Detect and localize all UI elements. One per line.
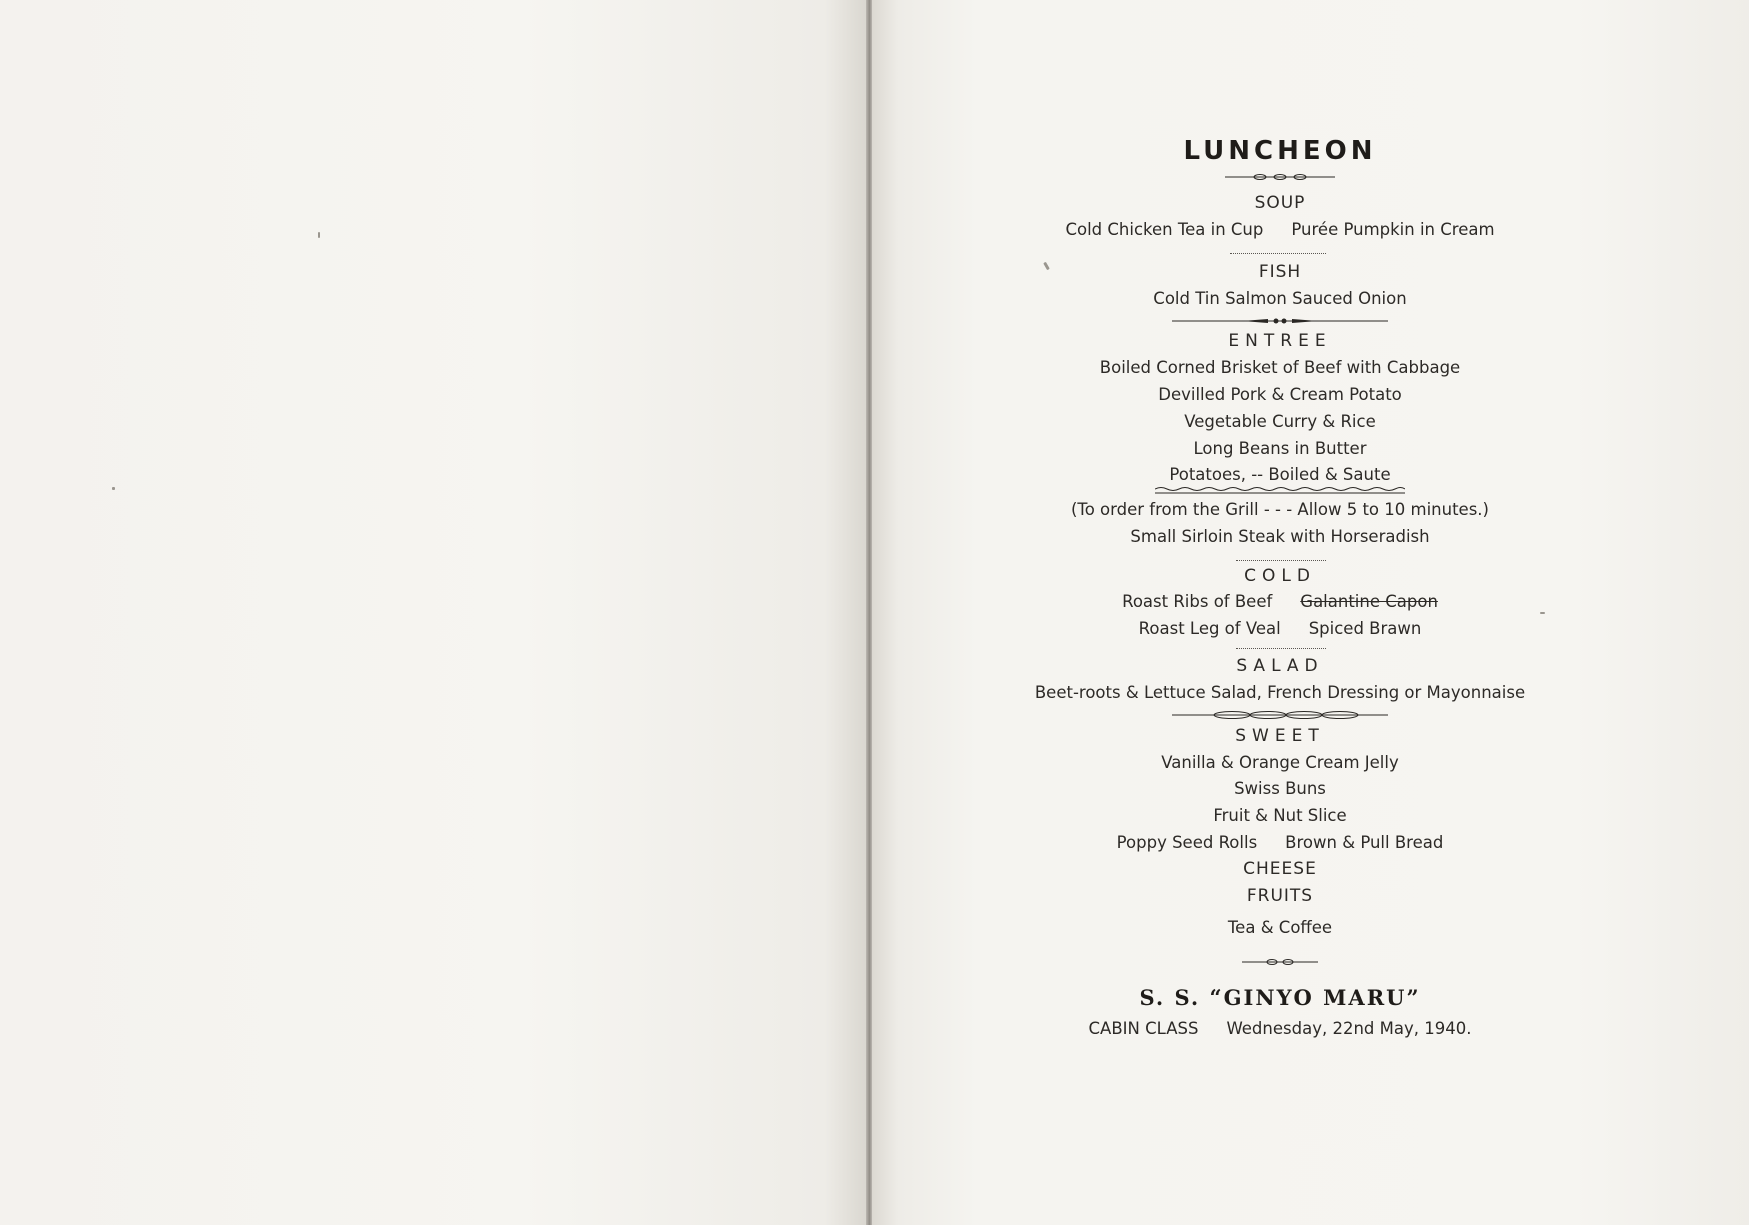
soup-item: Purée Pumpkin in Cream xyxy=(1291,220,1495,239)
dotted-divider xyxy=(1236,648,1326,649)
paper-speck xyxy=(318,232,320,238)
cold-row xyxy=(1000,619,1560,638)
ship-name: S. S. “GINYO MARU” xyxy=(1139,985,1421,1010)
bread-row xyxy=(1000,833,1560,852)
title-ornament xyxy=(1000,172,1560,182)
dotted-divider xyxy=(1230,253,1326,254)
sweet-item: Swiss Buns xyxy=(1234,779,1326,798)
cold-item: Roast Leg of Veal xyxy=(1138,619,1281,638)
grill-item: Small Sirloin Steak with Horseradish xyxy=(1130,527,1430,546)
bread-item: Poppy Seed Rolls xyxy=(1116,833,1258,852)
dotted-divider xyxy=(1236,560,1326,561)
salad-item: Beet-roots & Lettuce Salad, French Dressing or Mayonnaise xyxy=(1034,683,1526,702)
paper-speck xyxy=(1540,612,1545,614)
right-page-menu xyxy=(872,0,1749,1225)
cheese-heading: CHEESE xyxy=(1243,859,1317,879)
cold-item: Roast Ribs of Beef xyxy=(1122,592,1273,611)
cold-heading: COLD xyxy=(1244,566,1316,586)
sweet-item: Fruit & Nut Slice xyxy=(1213,806,1347,825)
paper-speck xyxy=(112,487,115,490)
sweet-heading: SWEET xyxy=(1235,726,1325,746)
soup-item: Cold Chicken Tea in Cup xyxy=(1065,220,1264,239)
menu-date: Wednesday, 22nd May, 1940. xyxy=(1226,1019,1472,1038)
entree-item: Devilled Pork & Cream Potato xyxy=(1158,385,1402,404)
salad-heading: SALAD xyxy=(1236,656,1324,676)
fish-item: Cold Tin Salmon Sauced Onion xyxy=(1153,289,1407,308)
cold-item-struck: Galantine Capon xyxy=(1300,592,1438,611)
menu-title: LUNCHEON xyxy=(1183,136,1377,166)
left-page-blank xyxy=(0,0,868,1225)
fish-ornament xyxy=(1000,316,1560,326)
entree-item: Long Beans in Butter xyxy=(1193,439,1367,458)
sweet-item: Vanilla & Orange Cream Jelly xyxy=(1161,753,1399,772)
grill-note: (To order from the Grill - - - Allow 5 to 10 minutes.) xyxy=(1071,500,1489,519)
footer-ornament xyxy=(1000,957,1560,967)
bread-item: Brown & Pull Bread xyxy=(1285,833,1444,852)
soup-heading: SOUP xyxy=(1254,193,1306,213)
soup-items xyxy=(1000,220,1560,239)
beverage-item: Tea & Coffee xyxy=(1227,918,1333,937)
footer-row xyxy=(1000,1019,1560,1038)
cabin-class: CABIN CLASS xyxy=(1088,1019,1199,1038)
fruits-heading: FRUITS xyxy=(1246,886,1314,906)
entree-heading: ENTREE xyxy=(1228,331,1332,351)
cold-item: Spiced Brawn xyxy=(1308,619,1422,638)
entree-item: Boiled Corned Brisket of Beef with Cabbage xyxy=(1099,358,1461,377)
fish-heading: FISH xyxy=(1258,262,1302,282)
entree-item: Vegetable Curry & Rice xyxy=(1184,412,1376,431)
chain-ornament xyxy=(1000,710,1560,720)
entree-item: Potatoes, -- Boiled & Saute xyxy=(1169,465,1391,484)
cold-row xyxy=(1000,592,1560,611)
wavy-divider xyxy=(1000,486,1560,496)
